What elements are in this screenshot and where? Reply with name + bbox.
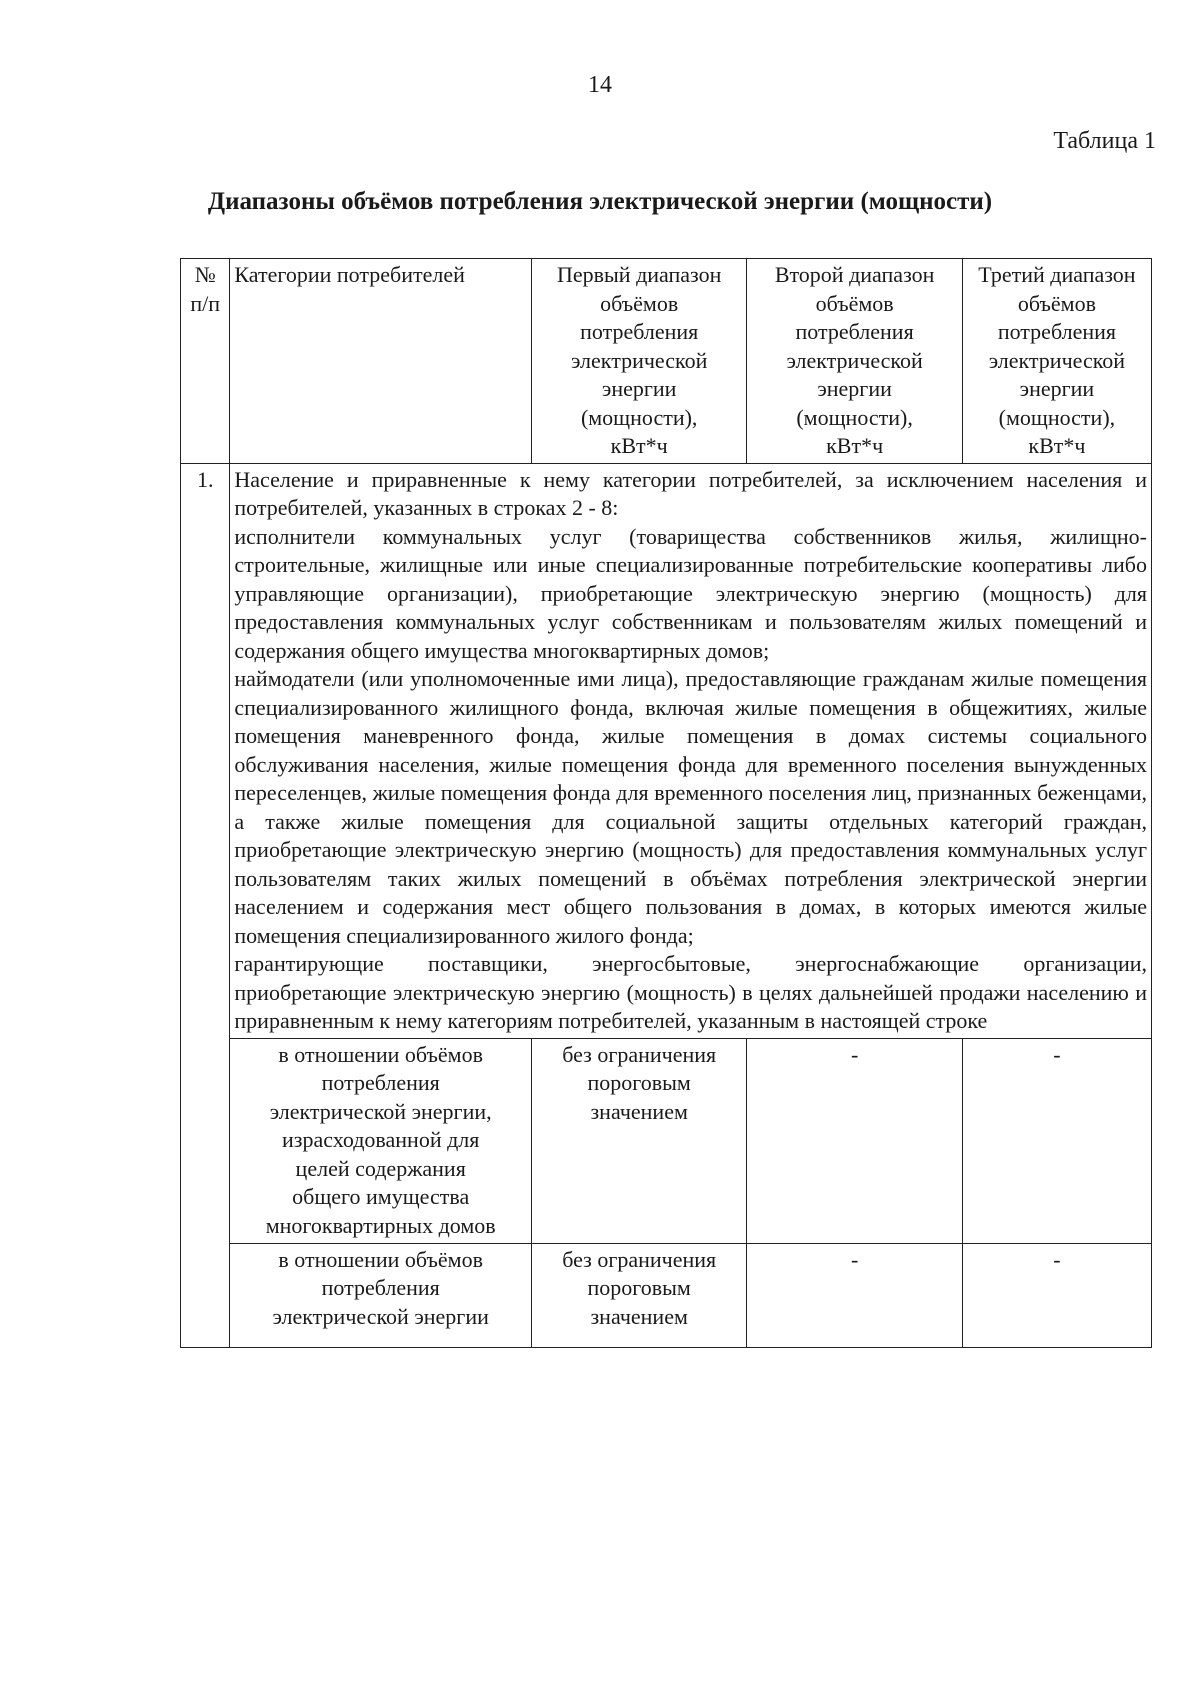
subrow-category-line: потребления <box>321 1275 440 1300</box>
table-subrow <box>181 1243 1152 1347</box>
header-num-line: п/п <box>190 290 221 316</box>
subrow-value-line: значением <box>590 1303 688 1329</box>
header-line: Первый диапазон <box>556 262 722 287</box>
subrow-category-line: общего имущества <box>292 1184 470 1209</box>
subrow-range1 <box>531 1243 746 1347</box>
header-line: потребления <box>997 319 1116 344</box>
subrow-category-line: в отношении объёмов <box>278 1041 483 1067</box>
header-line: электрической <box>988 347 1126 373</box>
header-line: Второй диапазон <box>774 262 935 287</box>
row-description <box>230 463 1152 1038</box>
subrow-range2: - <box>747 1243 962 1347</box>
header-category: Категории потребителей <box>230 259 532 464</box>
description-paragraph: наймодатели (или уполномоченные ими лица), предоставляющие гражданам жилые помещения специализированного жилищного фонда, включая жилые помещения в общежитиях, жилые помещения маневренного фонда, жилые помещения в домах системы социального обслуживания населения, жилые помещения фонда для временного поселения вынужденных переселенцев, жилые помещения фонда для временного поселения лиц, признанных беженцами, а также жилые помещения для социальной защиты отдельных категорий граждан, приобретающие электрическую энергию (мощность) для предоставления коммунальных услуг пользователям таких жилых помещений в объёмах потребления электрической энергии населением и содержания мест общего пользования в домах, в которых имеются жилые помещения специализированного жилого фонда; <box>234 666 1147 948</box>
header-line: (мощности), <box>998 404 1116 430</box>
header-line: кВт*ч <box>610 433 668 458</box>
subrow-category <box>230 1243 532 1347</box>
header-range1 <box>531 259 746 464</box>
header-line: энергии <box>1019 376 1095 401</box>
header-line: кВт*ч <box>826 433 884 458</box>
header-line: электрической <box>786 347 923 373</box>
table-label: Таблица 1 <box>1053 128 1156 154</box>
header-range3 <box>962 259 1151 464</box>
header-line: Третий диапазон <box>978 262 1136 287</box>
table-row <box>181 463 1152 1038</box>
description-paragraph: Население и приравненные к нему категории потребителей, за исключением населения и потребителей, указанных в строках 2 - 8: <box>234 466 1147 520</box>
header-line: потребления <box>580 319 699 344</box>
header-num-line: № <box>194 262 216 287</box>
subrow-range3: - <box>962 1243 1151 1347</box>
subrow-category <box>230 1038 532 1243</box>
subrow-category-line: в отношении объёмов <box>278 1246 483 1272</box>
description-paragraph: исполнители коммунальных услуг (товарищества собственников жилья, жилищно-строительные, жилищные или иные специализированные потребительские кооперативы либо управляющие организации), приобретающие электрическую энергию (мощность) для предоставления коммунальных услуг собственникам и пользователям жилых помещений и содержания общего имущества многоквартирных домов; <box>234 523 1147 663</box>
header-line: объёмов <box>600 290 679 316</box>
subrow-value-line: без ограничения <box>562 1041 717 1067</box>
header-line: (мощности), <box>796 404 913 430</box>
subrow-category-line: электрической энергии <box>272 1303 489 1329</box>
subrow-range1 <box>531 1038 746 1243</box>
page-title: Диапазоны объёмов потребления электрической энергии (мощности) <box>207 188 993 215</box>
page-number: 14 <box>588 72 612 98</box>
table-header-row <box>181 259 1152 464</box>
subrow-range2: - <box>747 1038 962 1243</box>
header-line: энергии <box>817 376 892 401</box>
consumption-ranges-table <box>180 258 1152 1348</box>
header-num <box>181 259 230 464</box>
subrow-category-line: потребления <box>321 1070 440 1095</box>
subrow-category-line: многоквартирных домов <box>265 1212 496 1238</box>
header-line: объёмов <box>815 290 894 316</box>
subrow-category-line: электрической энергии, <box>269 1098 492 1124</box>
table-subrow <box>181 1038 1152 1243</box>
header-range2 <box>747 259 962 464</box>
header-line: электрической <box>571 347 708 373</box>
header-line: (мощности), <box>580 404 698 430</box>
subrow-value-line: значением <box>590 1098 688 1124</box>
header-line: объёмов <box>1017 290 1096 316</box>
header-line: энергии <box>601 376 677 401</box>
subrow-value-line: пороговым <box>587 1070 691 1095</box>
subrow-value-line: без ограничения <box>562 1246 717 1272</box>
header-line: потребления <box>795 319 914 344</box>
description-paragraph: гарантирующие поставщики, энергосбытовые, энергоснабжающие организации, приобретающие электрическую энергию (мощность) в целях дальнейшей продажи населению и приравненным к нему категориям потребителей, указанным в настоящей строке <box>234 951 1147 1033</box>
row-number: 1. <box>181 463 230 1347</box>
header-line: кВт*ч <box>1028 433 1086 458</box>
subrow-range3: - <box>962 1038 1151 1243</box>
subrow-category-line: целей содержания <box>295 1155 466 1181</box>
subrow-value-line: пороговым <box>587 1275 691 1300</box>
subrow-category-line: израсходованной для <box>281 1127 480 1152</box>
